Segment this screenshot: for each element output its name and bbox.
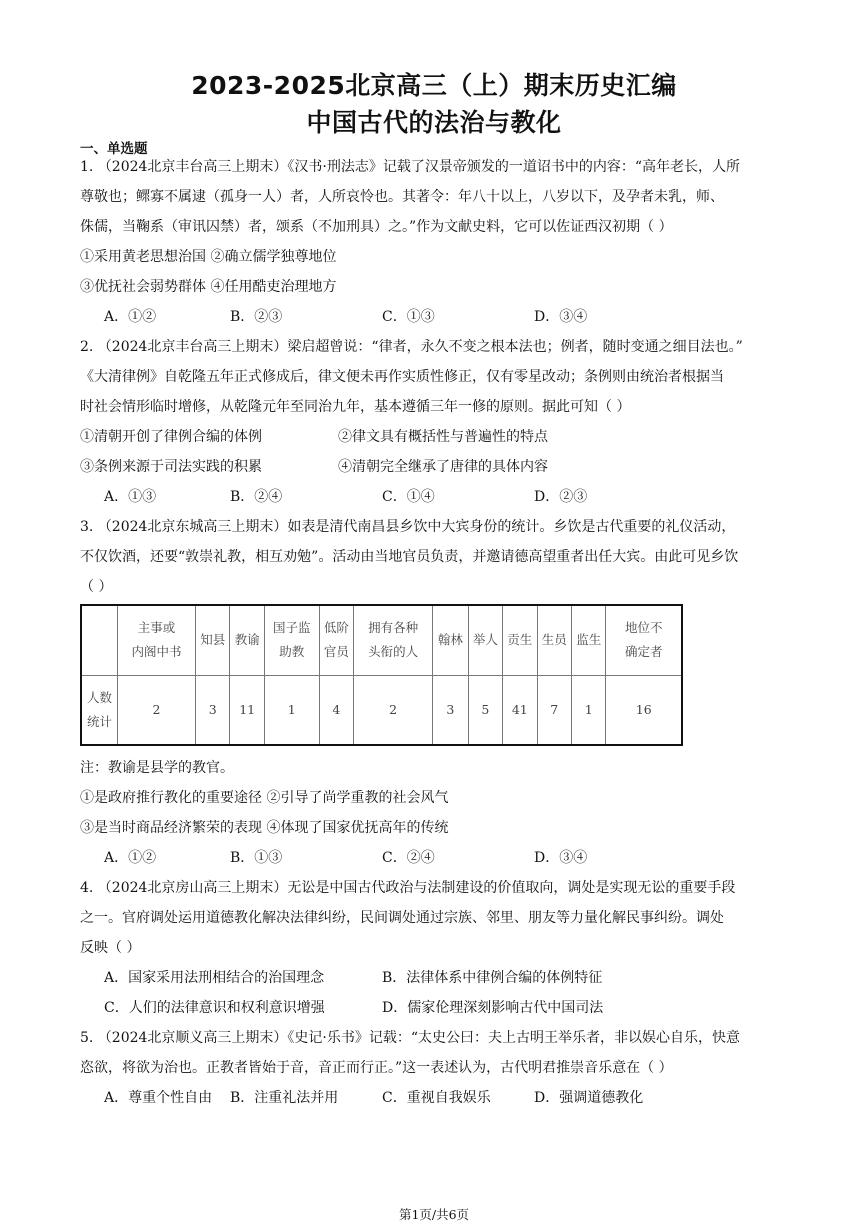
table-row-label: 人数 统计 xyxy=(81,675,117,745)
table-cell: 5 xyxy=(468,675,502,745)
table-header-row xyxy=(81,605,682,675)
q4-option-c[interactable]: C．人们的法律意识和权利意识增强 xyxy=(104,1000,325,1016)
table-header-cell: 监生 xyxy=(571,605,605,675)
q5-stem-line: 恣欲，将欲为治也。正教者皆始于音，音正而行正。”这一表述认为，古代明君推崇音乐意在（ ） xyxy=(80,1060,673,1076)
q4-stem-line: 之一。官府调处运用道德教化解决法律纠纷，民间调处通过宗族、邻里、朋友等力量化解民事纠纷。调处 xyxy=(80,910,724,926)
table-cell: 1 xyxy=(264,675,319,745)
q1-item-line: ③优抚社会弱势群体 ④任用酷吏治理地方 xyxy=(80,279,337,295)
table-header-cell: 国子监 助教 xyxy=(264,605,319,675)
q3-stem-line: 3. （2024北京东城高三上期末）如表是清代南昌县乡饮中大宾身份的统计。乡饮是古代重要的礼仪活动， xyxy=(80,519,736,535)
q4-stem-line: 4. （2024北京房山高三上期末）无讼是中国古代政治与法制建设的价值取向，调处是实现无讼的重要手段 xyxy=(80,880,736,896)
table-cell: 1 xyxy=(571,675,605,745)
q1-option-b[interactable]: B．②③ xyxy=(230,309,283,325)
q3-table-note: 注：教谕是县学的教官。 xyxy=(80,760,234,776)
q2-option-a[interactable]: A．①③ xyxy=(104,489,157,505)
table-row xyxy=(81,675,682,745)
table-cell: 41 xyxy=(503,675,537,745)
table-cell: 2 xyxy=(117,675,195,745)
table-header-cell: 主事或 内阁中书 xyxy=(117,605,195,675)
table-header-cell: 拥有各种 头衔的人 xyxy=(354,605,433,675)
q2-option-b[interactable]: B．②④ xyxy=(230,489,283,505)
document-title: 2023-2025北京高三（上）期末历史汇编 xyxy=(191,71,677,100)
table-cell: 16 xyxy=(606,675,682,745)
q1-option-a[interactable]: A．①② xyxy=(104,309,157,325)
table-cell: 3 xyxy=(196,675,230,745)
q3-option-b[interactable]: B．①③ xyxy=(230,850,283,866)
table-header-cell: 低阶 官员 xyxy=(319,605,353,675)
table-header-cell: 举人 xyxy=(468,605,502,675)
table-header-cell: 贡生 xyxy=(503,605,537,675)
q3-option-c[interactable]: C．②④ xyxy=(382,850,435,866)
q5-option-a[interactable]: A．尊重个性自由 xyxy=(104,1090,213,1106)
table-cell: 4 xyxy=(319,675,353,745)
q4-option-a[interactable]: A．国家采用法刑相结合的治国理念 xyxy=(104,970,325,986)
q2-option-d[interactable]: D．②③ xyxy=(534,489,588,505)
table-header-cell: 地位不 确定者 xyxy=(606,605,682,675)
table-header-cell: 翰林 xyxy=(433,605,468,675)
table-cell: 11 xyxy=(230,675,264,745)
q3-option-d[interactable]: D．③④ xyxy=(534,850,588,866)
q1-item-line: ①采用黄老思想治国 ②确立儒学独尊地位 xyxy=(80,249,337,265)
table-header-cell: 教谕 xyxy=(230,605,264,675)
q2-item: ②律文具有概括性与普遍性的特点 xyxy=(338,429,548,445)
q1-option-c[interactable]: C．①③ xyxy=(382,309,435,325)
table-header-cell xyxy=(81,605,117,675)
q3-option-a[interactable]: A．①② xyxy=(104,850,157,866)
q5-option-d[interactable]: D．强调道德教化 xyxy=(534,1090,644,1106)
q2-item: ④清朝完全继承了唐律的具体内容 xyxy=(338,459,548,475)
q1-stem-line: 尊敬也；鳏寡不属逮（孤身一人）者，人所哀怜也。其著令：年八十以上，八岁以下，及孕者未乳，师、 xyxy=(80,189,724,205)
table-cell: 7 xyxy=(537,675,571,745)
q1-stem-line: 1. （2024北京丰台高三上期末）《汉书·刑法志》记载了汉景帝颁发的一道诏书中的内容：“高年老长，人所 xyxy=(80,159,741,175)
section-heading: 一、单选题 xyxy=(80,141,148,157)
document-subtitle: 中国古代的法治与教化 xyxy=(306,108,562,137)
q2-stem-line: 《大清律例》自乾隆五年正式修成后，律文便未再作实质性修正，仅有零星改动；条例则由统治者根据当 xyxy=(80,369,724,385)
table-cell: 3 xyxy=(433,675,468,745)
table-header-cell: 知县 xyxy=(196,605,230,675)
q1-option-d[interactable]: D．③④ xyxy=(534,309,588,325)
q5-option-b[interactable]: B．注重礼法并用 xyxy=(230,1090,339,1106)
q3-item-line: ③是当时商品经济繁荣的表现 ④体现了国家优抚高年的传统 xyxy=(80,820,449,836)
q3-stem-line: 不仅饮酒，还要“敦崇礼教，相互劝勉”。活动由当地官员负责，并邀请德高望重者出任大宾。由此可见乡饮 xyxy=(80,549,739,565)
q5-option-c[interactable]: C．重视自我娱乐 xyxy=(382,1090,491,1106)
table-cell: 2 xyxy=(354,675,433,745)
q4-option-d[interactable]: D．儒家伦理深刻影响古代中国司法 xyxy=(382,1000,604,1016)
q2-item: ①清朝开创了律例合编的体例 xyxy=(80,429,262,445)
q2-stem-line: 2. （2024北京丰台高三上期末）梁启超曾说：“律者，永久不变之根本法也；例者，随时变通之细目法也。” xyxy=(80,339,743,355)
q3-item-line: ①是政府推行教化的重要途径 ②引导了尚学重教的社会风气 xyxy=(80,790,449,806)
page-number: 第1页/共6页 xyxy=(398,1207,470,1222)
q3-stem-line: （ ） xyxy=(80,579,113,595)
q4-stem-line: 反映（ ） xyxy=(80,940,141,956)
q4-option-b[interactable]: B．法律体系中律例合编的体例特征 xyxy=(382,970,603,986)
statistics-table xyxy=(80,604,683,746)
q5-stem-line: 5. （2024北京顺义高三上期末）《史记·乐书》记载：“太史公曰：夫上古明王举乐者，非以娱心自乐，快意 xyxy=(80,1030,741,1046)
q1-stem-line: 侏儒，当鞠系（审讯囚禁）者，颂系（不加刑具）之。”作为文献史料，它可以佐证西汉初期（ ） xyxy=(80,219,673,235)
q2-option-c[interactable]: C．①④ xyxy=(382,489,435,505)
q2-item: ③条例来源于司法实践的积累 xyxy=(80,459,262,475)
q2-stem-line: 时社会情形临时增修，从乾隆元年至同治九年，基本遵循三年一修的原则。据此可知（ ） xyxy=(80,399,631,415)
table-header-cell: 生员 xyxy=(537,605,571,675)
